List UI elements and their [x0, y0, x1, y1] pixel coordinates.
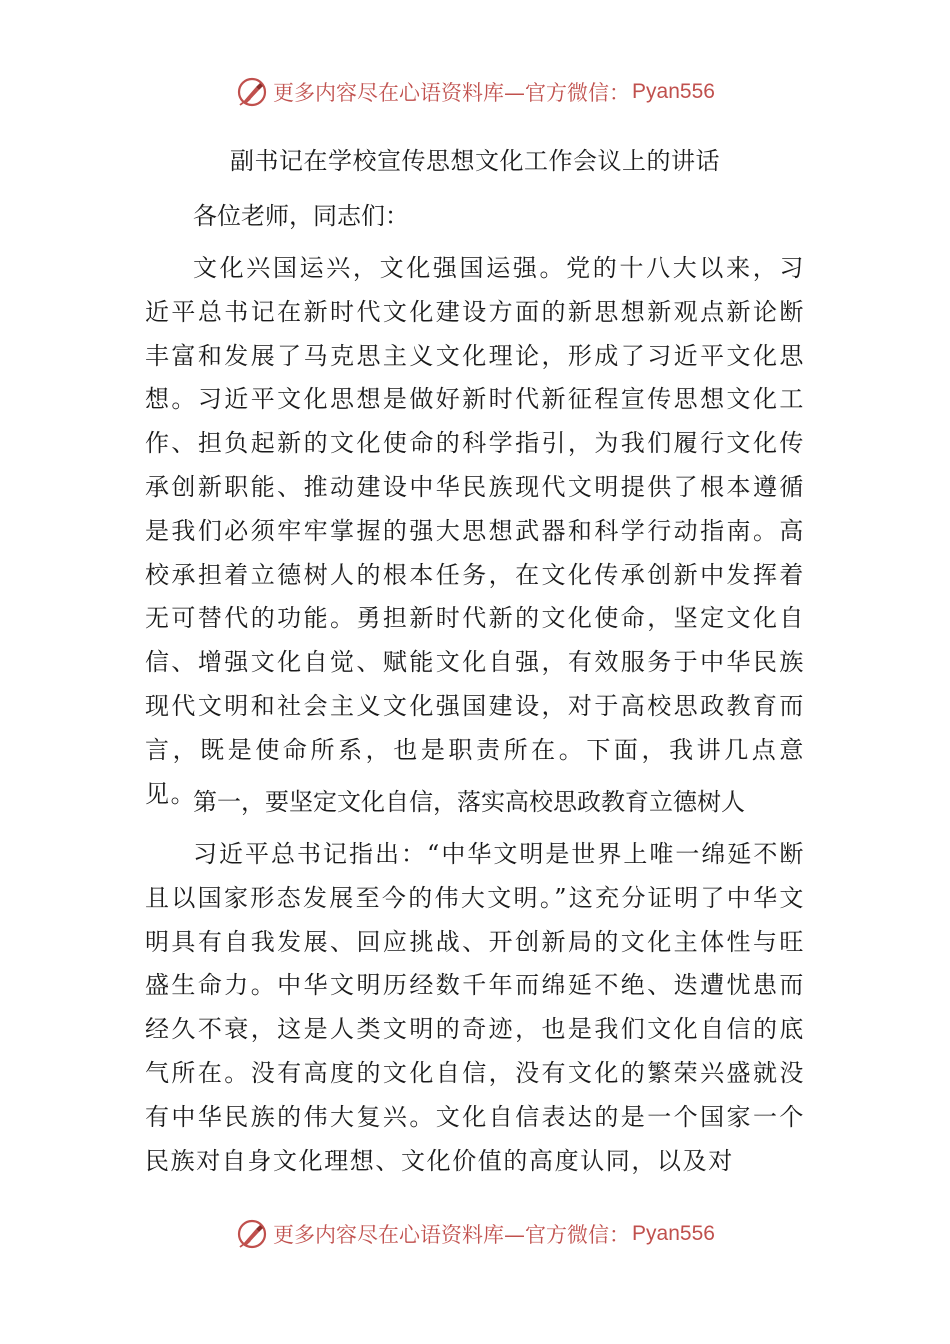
banner-account: Pyan556 — [632, 1222, 715, 1245]
footer-banner — [0, 1212, 950, 1256]
salutation: 各位老师，同志们： — [193, 202, 409, 230]
pen-logo-icon — [235, 1217, 269, 1251]
document-title: 副书记在学校宣传思想文化工作会议上的讲话 — [230, 147, 720, 175]
paragraph-intro: 文化兴国运兴，文化强国运强。党的十八大以来，习近平总书记在新时代文化建设方面的新思想新观点新论断丰富和发展了马克思主义文化理论，形成了习近平文化思想。习近平文化思想是做好新时代新征程宣传思想文化工作、担负起新的文化使命的科学指引，为我们履行文化传承创新职能、推动建设中华民族现代文明提供了根本遵循是我们必须牢牢掌握的强大思想武器和科学行动指南。高校承担着立德树人的根本任务，在文化传承创新中发挥着无可替代的功能。勇担新时代新的文化使命，坚定文化自信、增强文化自觉、赋能文化自强，有效服务于中华民族现代文明和社会主义文化强国建设，对于高校思政教育而言，既是使命所系，也是职责所在。下面，我讲几点意见。 — [145, 254, 805, 808]
pen-logo-icon — [235, 75, 269, 109]
header-banner — [0, 70, 950, 114]
banner-text: 更多内容尽在心语资料库—官方微信： — [273, 81, 631, 105]
section-heading-1: 第一，要坚定文化自信，落实高校思政教育立德树人 — [193, 788, 745, 816]
banner-text: 更多内容尽在心语资料库—官方微信： — [273, 1223, 631, 1247]
paragraph-section-1: 习近平总书记指出：“中华文明是世界上唯一绵延不断且以国家形态发展至今的伟大文明。”这充分证明了中华文明具有自我发展、回应挑战、开创新局的文化主体性与旺盛生命力。中华文明历经数千年而绵延不绝、迭遭忧患而经久不衰，这是人类文明的奇迹，也是我们文化自信的底气所在。没有高度的文化自信，没有文化的繁荣兴盛就没有中华民族的伟大复兴。文化自信表达的是一个国家一个民族对自身文化理想、文化价值的高度认同，以及对 — [145, 840, 805, 1175]
banner-account: Pyan556 — [632, 80, 715, 103]
